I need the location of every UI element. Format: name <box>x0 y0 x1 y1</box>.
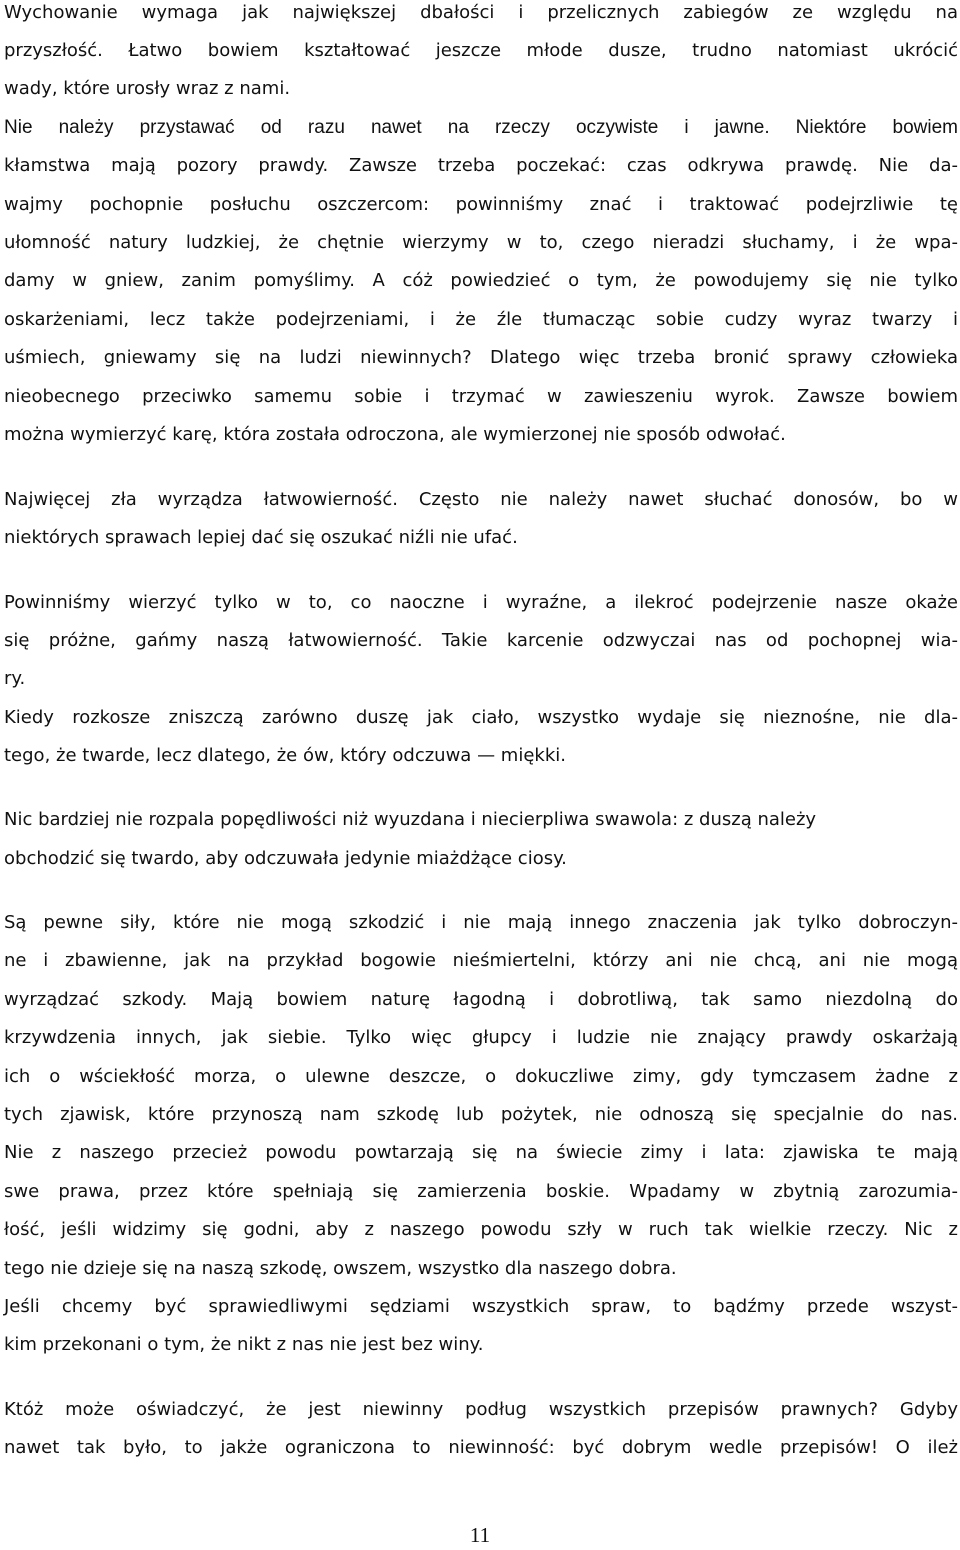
text-line: Najwięcej zła wyrządza łatwowierność. Często nie należy nawet słuchać donosów, bo w <box>4 489 958 510</box>
text-line: ry. <box>4 668 26 689</box>
text-line: niektórych sprawach lepiej dać się oszukać niźli nie ufać. <box>4 527 518 548</box>
text-line: uśmiech, gniewamy się na ludzi niewinnych? Dlatego więc trzeba bronić sprawy człowieka <box>4 347 958 368</box>
text-line: łość, jeśli widzimy się godni, aby z naszego powodu szły w ruch tak wielkie rzeczy. Nic z <box>4 1219 958 1240</box>
text-line: obchodzić się twardo, aby odczuwała jedynie miażdżące ciosy. <box>4 848 567 869</box>
text-line: oskarżeniami, lecz także podejrzeniami, i że źle tłumacząc sobie cudzy wyraz twarzy i <box>4 309 958 330</box>
text-line: ne i zbawienne, jak na przykład bogowie nieśmiertelni, którzy ani nie chcą, ani nie mogą <box>4 950 958 971</box>
text-line: Nie należy przystawać od razu nawet na rzeczy oczywiste i jawne. Niektóre bowiem <box>4 117 958 138</box>
text-line: Kiedy rozkosze zniszczą zarówno duszę jak ciało, wszystko wydaje się nieznośne, nie dla- <box>4 707 958 728</box>
text-line: tego nie dzieje się na naszą szkodę, owszem, wszystko dla naszego dobra. <box>4 1258 677 1279</box>
text-line: Nic bardziej nie rozpala popędliwości niż wyuzdana i niecierpliwa swawola: z duszą należy <box>4 809 817 830</box>
text-line: kim przekonani o tym, że nikt z nas nie jest bez winy. <box>4 1334 484 1355</box>
text-line: krzywdzenia innych, jak siebie. Tylko więc głupcy i ludzie nie znający prawdy oskarżają <box>4 1027 958 1048</box>
text-line: wady, które urosły wraz z nami. <box>4 78 291 99</box>
text-line: ich o wściekłość morza, o ulewne deszcze, o dokuczliwe zimy, gdy tymczasem żadne z <box>4 1066 958 1087</box>
text-line: damy w gniew, zanim pomyślimy. A cóż powiedzieć o tym, że powodujemy się nie tylko <box>4 270 958 291</box>
text-line: nieobecnego przeciwko samemu sobie i trzymać w zawieszeniu wyrok. Zawsze bowiem <box>4 386 958 407</box>
text-line: Powinniśmy wierzyć tylko w to, co naoczne i wyraźne, a ilekroć podejrzenie nasze okaże <box>4 592 958 613</box>
text-line: kłamstwa mają pozory prawdy. Zawsze trzeba poczekać: czas odkrywa prawdę. Nie da- <box>4 155 958 176</box>
text-line: Jeśli chcemy być sprawiedliwymi sędziami wszystkich spraw, to bądźmy przede wszyst- <box>4 1296 958 1317</box>
text-line: tych zjawisk, które przynoszą nam szkodę lub pożytek, nie odnoszą się specjalnie do nas. <box>4 1104 958 1125</box>
text-line: nawet tak było, to jakże ograniczona to niewinność: być dobrym wedle przepisów! O ileż <box>4 1437 958 1458</box>
text-line: ułomność natury ludzkiej, że chętnie wierzymy w to, czego nieradzi słuchamy, i że wpa- <box>4 232 958 253</box>
text-line: swe prawa, przez które spełniają się zamierzenia boskie. Wpadamy w zbytnią zarozumia- <box>4 1181 958 1202</box>
text-line: wajmy pochopnie posłuchu oszczercom: powinniśmy znać i traktować podejrzliwie tę <box>4 194 958 215</box>
text-line: tego, że twarde, lecz dlatego, że ów, który odczuwa — miękki. <box>4 745 566 766</box>
text-line: Są pewne siły, które nie mogą szkodzić i nie mają innego znaczenia jak tylko dobroczyn- <box>4 912 958 933</box>
page-number: 11 <box>469 1523 491 1547</box>
text-line: przyszłość. Łatwo bowiem kształtować jeszcze młode dusze, trudno natomiast ukrócić <box>4 40 958 61</box>
text-line: można wymierzyć karę, która została odroczona, ale wymierzonej nie sposób odwołać. <box>4 424 786 445</box>
text-line: wyrządzać szkody. Mają bowiem naturę łagodną i dobrotliwą, tak samo niezdolną do <box>4 989 958 1010</box>
text-line: Wychowanie wymaga jak największej dbałości i przelicznych zabiegów ze względu na <box>4 2 958 23</box>
text-line: się próżne, gańmy naszą łatwowierność. Takie karcenie odzwyczai nas od pochopnej wia- <box>4 630 958 651</box>
text-line: Któż może oświadczyć, że jest niewinny podług wszystkich przepisów prawnych? Gdyby <box>4 1399 958 1420</box>
text-line: Nie z naszego przecież powodu powtarzają się na świecie zimy i lata: zjawiska te mają <box>4 1142 958 1163</box>
